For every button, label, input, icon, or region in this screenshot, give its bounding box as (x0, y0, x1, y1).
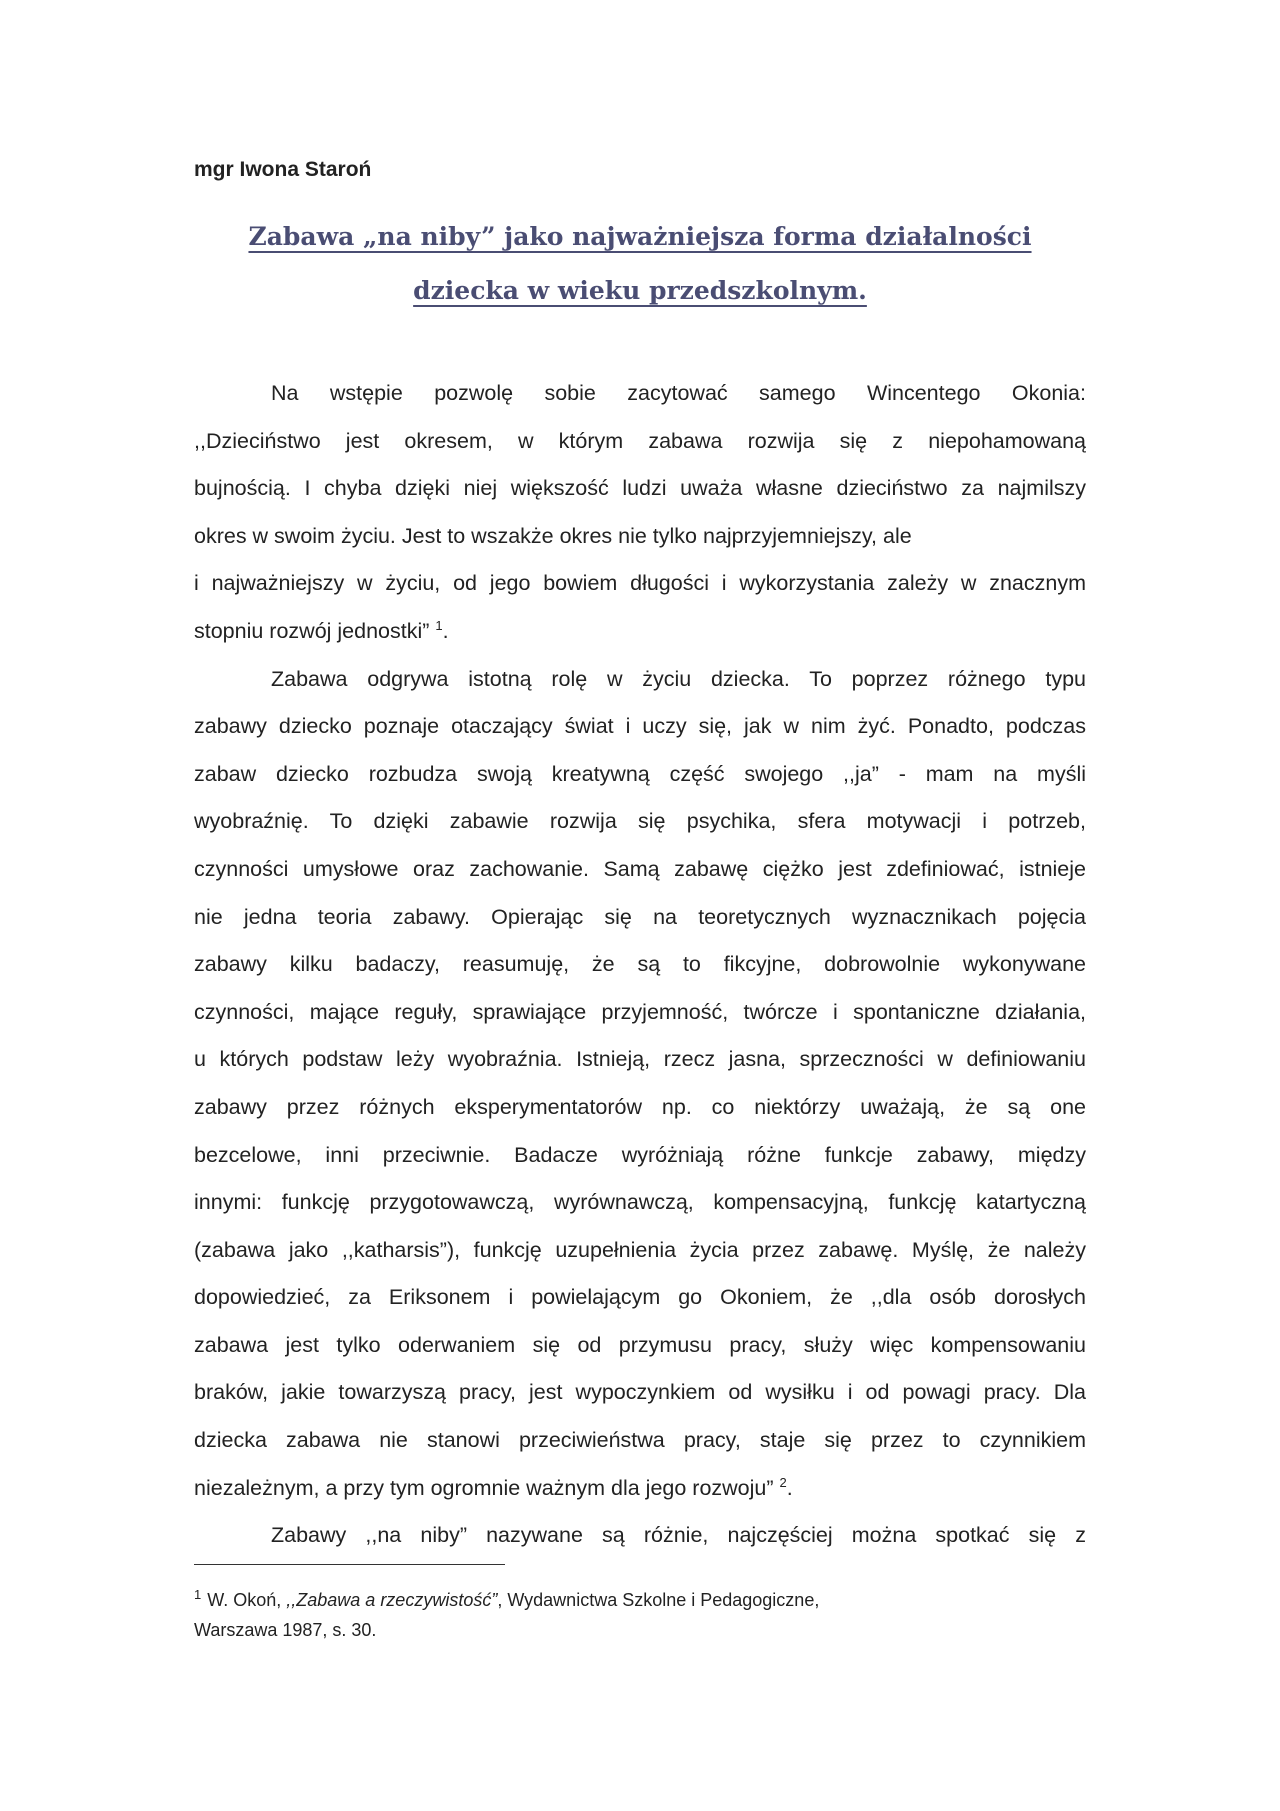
footnote-separator (194, 1564, 505, 1565)
text-line: Na wstępie pozwolę sobie zacytować samego Wincentego Okonia: (271, 381, 1086, 405)
text-line-content: niezależnym, a przy tym ogromnie ważnym dla jego rozwoju” (194, 1475, 780, 1500)
text-line: (zabawa jako ,,katharsis”), funkcję uzupełnienia życia przez zabawę. Myślę, że należy (194, 1237, 1086, 1262)
text-line: u których podstaw leży wyobraźnia. Istnieją, rzecz jasna, sprzeczności w definiowaniu (194, 1047, 1086, 1072)
text-line: niezależnym, a przy tym ogromnie ważnym dla jego rozwoju” $^2$. (194, 1474, 793, 1500)
footnote-publisher: , Wydawnictwa Szkolne i Pedagogiczne, (497, 1590, 820, 1610)
text-line: Zabawa odgrywa istotną rolę w życiu dziecka. To poprzez różnego typu (271, 666, 1086, 691)
footnote-number: 1 (194, 1587, 202, 1602)
text-line: dopowiedzieć, za Eriksonem i powielającym go Okoniem, że ,,dla osób dorosłych (194, 1285, 1086, 1310)
document-title-line-2: dziecka w wieku przedszkolnym. (413, 276, 867, 305)
body-text (194, 370, 1086, 1560)
text-line: zabawy przez różnych eksperymentatorów np. co niektórzy uważają, że są one (194, 1094, 1086, 1119)
text-line: Zabawy ,,na niby” nazywane są różnie, najczęściej można spotkać się z (271, 1523, 1086, 1548)
footnote-title: ,,Zabawa a rzeczywistość” (286, 1590, 498, 1610)
text-line: czynności, mające reguły, sprawiające przyjemność, twórcze i spontaniczne działania, (194, 999, 1086, 1024)
author-name: mgr Iwona Staroń (194, 158, 372, 181)
text-line: dziecka zabawa nie stanowi przeciwieństwa pracy, staje się przez to czynnikiem (194, 1428, 1086, 1453)
text-line: wyobraźnię. To dzięki zabawie rozwija się psychika, sfera motywacji i potrzeb, (194, 809, 1086, 834)
footnote-ref-2[interactable]: 2 (779, 1474, 787, 1490)
text-line: nie jedna teoria zabawy. Opierając się na teoretycznych wyznacznikach pojęcia (194, 904, 1086, 929)
footnote-line-1 (194, 1580, 1086, 1615)
text-line: stopniu rozwój jednostki” $^1$. (194, 617, 449, 643)
text-line: braków, jakie towarzyszą pracy, jest wypoczynkiem od wysiłku i od powagi pracy. Dla (194, 1380, 1086, 1405)
footnote-1 (194, 1580, 1086, 1645)
text-line: okres w swoim życiu. Jest to wszakże okres nie tylko najprzyjemniejszy, ale (194, 523, 912, 548)
footnote-ref-1[interactable]: 1 (435, 617, 443, 633)
document-title-line-1: Zabawa „na niby” jako najważniejsza forma działalności (248, 222, 1032, 251)
text-line: zabawa jest tylko oderwaniem się od przymusu pracy, służy więc kompensowaniu (194, 1332, 1086, 1357)
footnote-place: Warszawa 1987, s. 30. (194, 1620, 377, 1640)
text-line: zabaw dziecko rozbudza swoją kreatywną część swojego ,,ja” - mam na myśli (194, 761, 1086, 786)
text-line: czynności umysłowe oraz zachowanie. Samą zabawę ciężko jest zdefiniować, istnieje (194, 856, 1086, 881)
text-line: zabawy kilku badaczy, reasumuję, że są to fikcyjne, dobrowolnie wykonywane (194, 952, 1086, 977)
text-line-content: stopniu rozwój jednostki” (194, 618, 436, 643)
footnote-author: W. Okoń, (207, 1590, 287, 1610)
text-line: innymi: funkcję przygotowawczą, wyrównawczą, kompensacyjną, funkcję katartyczną (194, 1190, 1086, 1215)
text-line: bezcelowe, inni przeciwnie. Badacze wyróżniają różne funkcje zabawy, między (194, 1142, 1086, 1167)
text-line: zabawy dziecko poznaje otaczający świat i uczy się, jak w nim żyć. Ponadto, podczas (194, 714, 1086, 739)
text-line: bujnością. I chyba dzięki niej większość ludzi uważa własne dzieciństwo za najmilszy (194, 476, 1086, 501)
text-line: i najważniejszy w życiu, od jego bowiem długości i wykorzystania zależy w znacznym (194, 571, 1086, 596)
text-line: ,,Dzieciństwo jest okresem, w którym zabawa rozwija się z niepohamowaną (194, 428, 1086, 453)
